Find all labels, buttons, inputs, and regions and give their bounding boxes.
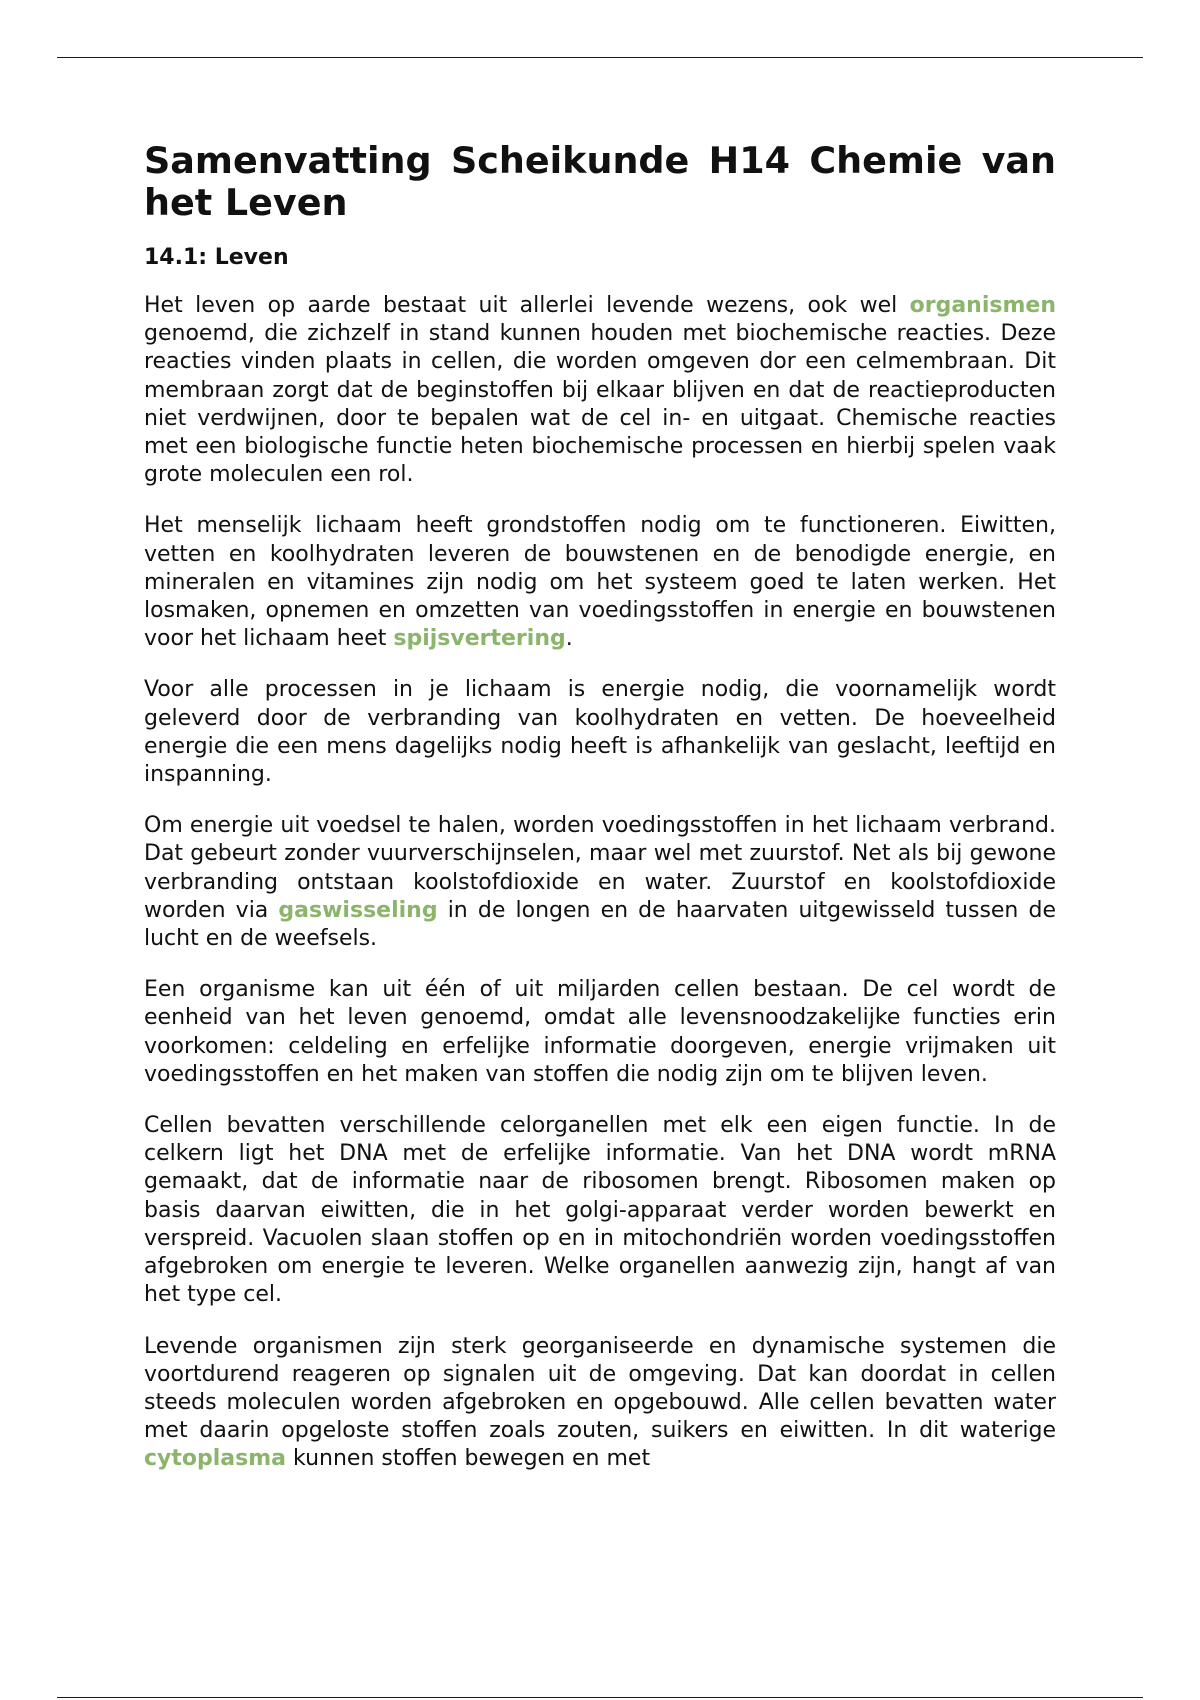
paragraph-text: . — [565, 626, 573, 652]
paragraph-6: Cellen bevatten verschillende celorganellen met elk een eigen functie. In de celkern ligt het DNA met de erfelijke informatie. Van het DNA wordt mRNA gemaakt, dat de informatie naar de ribosomen brengt. Ribosomen maken op basis daarvan eiwitten, die in het golgi-apparaat verder worden bewerkt en verspreid. Vacuolen slaan stoffen op en in mitochondriën worden voedingsstoffen afgebroken om energie te leveren. Welke organellen aanwezig zijn, hangt af van het type cel. — [144, 1113, 1056, 1308]
page-bottom-rule — [57, 1697, 1143, 1698]
paragraph-5: Een organisme kan uit één of uit miljarden cellen bestaan. De cel wordt de eenheid van het leven genoemd, omdat alle levensnoodzakelijke functies erin voorkomen: celdeling en erfelijke informatie doorgeven, energie vrijmaken uit voedingsstoffen en het maken van stoffen die nodig zijn om te blijven leven. — [144, 977, 1056, 1087]
keyword-gaswisseling: gaswisseling — [278, 897, 438, 923]
paragraph-text: Om energie uit voedsel te halen, worden voedingsstoffen in het lichaam verbrand. Dat gebeurt zonder vuurverschijnselen, maar wel met zuurstof. Net als bij gewone verbranding ontstaan koolstofdioxide en water. Zuurstof en koolstofdioxide worden via — [144, 813, 1056, 923]
page-top-rule — [57, 57, 1143, 58]
keyword-organismen: organismen — [909, 293, 1056, 318]
keyword-cytoplasma: cytoplasma — [144, 1446, 287, 1472]
document-body — [144, 140, 1056, 1497]
paragraph-text: Het menselijk lichaam heeft grondstoffen nodig om te functioneren. Eiwitten, vetten en koolhydraten leveren de bouwstenen en de benodigde energie, en mineralen en vitamines zijn nodig om het systeem goed te laten werken. Het losmaken, opnemen en omzetten van voedingsstoffen in energie en bouwstenen voor het lichaam heet — [144, 513, 1056, 652]
paragraph-text: genoemd, die zichzelf in stand kunnen houden met biochemische reacties. Deze reacties vinden plaats in cellen, die worden omgeven dor een celmembraan. Dit membraan zorgt dat de beginstoffen bij elkaar blijven en dat de reactieproducten niet verdwijnen, door te bepalen wat de cel in- en uitgaat. Chemische reacties met een biologische functie heten biochemische processen en hierbij spelen vaak grote moleculen een rol. — [144, 321, 1056, 488]
paragraph-7 — [144, 1333, 1056, 1474]
paragraph-text: Het leven op aarde bestaat uit allerlei levende wezens, ook wel — [144, 293, 910, 318]
keyword-spijsvertering: spijsvertering — [393, 626, 566, 652]
document-title: Samenvatting Scheikunde H14 Chemie van het Leven — [144, 139, 1056, 224]
paragraph-4 — [144, 812, 1056, 953]
paragraph-2 — [144, 512, 1056, 653]
paragraph-text: in de longen en de haarvaten uitgewisseld tussen de lucht en de weefsels. — [144, 897, 1056, 952]
section-heading: 14.1: Leven — [144, 245, 289, 270]
paragraph-text: Levende organismen zijn sterk georganiseerde en dynamische systemen die voortdurend reageren op signalen uit de omgeving. Dat kan doordat in cellen steeds moleculen worden afgebroken en opgebouwd. Alle cellen bevatten water met daarin opgeloste stoffen zoals zouten, suikers en eiwitten. In dit waterige — [144, 1333, 1056, 1444]
paragraph-text: kunnen stoffen bewegen en met — [286, 1446, 651, 1472]
paragraph-1 — [144, 292, 1056, 489]
paragraph-3: Voor alle processen in je lichaam is energie nodig, die voornamelijk wordt geleverd door de verbranding van koolhydraten en vetten. De hoeveelheid energie die een mens dagelijks nodig heeft is afhankelijk van geslacht, leeftijd en inspanning. — [144, 677, 1056, 788]
